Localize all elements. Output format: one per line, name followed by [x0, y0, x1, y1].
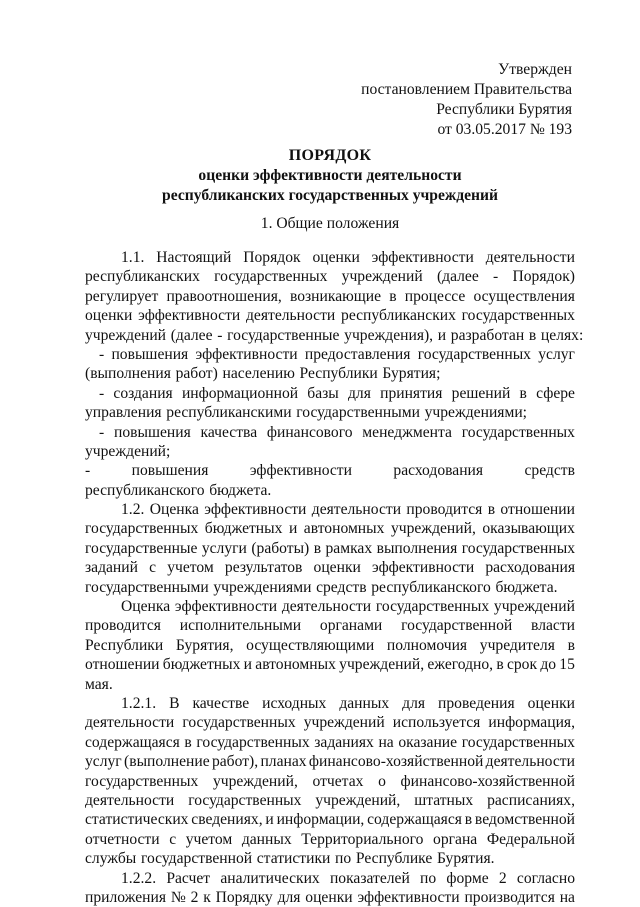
text-line: государственными учреждениями средств республиканского бюджета.: [85, 578, 558, 596]
text-line: содержащаяся в государственных заданиях на оказание государственных: [85, 733, 575, 751]
text-line: отношении бюджетных и автономных учреждений, ежегодно, в срок до 15: [85, 656, 575, 674]
text-line: - создания информационной базы для принятия решений в сфере: [99, 384, 575, 402]
text-line: (выполнения работ) населению Республики Бурятия;: [85, 365, 441, 383]
section-heading: 1. Общие положения: [260, 215, 400, 232]
text-line: учреждений;: [85, 442, 171, 460]
document-body: [85, 248, 584, 907]
approval-stamp: [312, 60, 572, 140]
text-line: 1.2. Оценка эффективности деятельности проводится в отношении: [121, 501, 575, 519]
approval-date-line: от 03.05.2017 № 193: [437, 121, 572, 138]
text-line: регулирует правоотношения, возникающие в процессе осуществления: [85, 287, 575, 305]
text-line: службы государственной статистики по Республике Бурятия.: [85, 850, 495, 868]
text-line: проводится исполнительными органами государственной власти: [85, 617, 575, 635]
text-line: - повышения качества финансового менеджмента государственных: [99, 423, 575, 441]
text-line: Республики Бурятия, осуществляющими полномочия учредителя в: [85, 636, 575, 654]
text-line: 1.1. Настоящий Порядок оценки эффективности деятельности: [121, 249, 575, 266]
approval-line: постановлением Правительства: [361, 81, 572, 98]
text-line: государственных бюджетных и автономных учреждений, оказывающих: [85, 520, 575, 538]
document-title: [85, 146, 575, 206]
text-line: услуг (выполнение работ), планах финансово-хозяйственной деятельности: [85, 753, 575, 771]
text-line: республиканских государственных учреждений (далее - Порядок): [85, 268, 575, 286]
text-line: отчетности с учетом данных Территориального органа Федеральной: [85, 830, 575, 848]
text-line: заданий с учетом результатов оценки эффективности расходования: [85, 559, 575, 577]
text-line: деятельности государственных учреждений, штатных расписаниях,: [85, 791, 575, 809]
text-line: - повышения эффективности предоставления государственных услуг: [99, 345, 575, 363]
title-subtitle-2: республиканских государственных учреждений: [162, 187, 498, 204]
text-line: - повышения эффективности расходования средств: [85, 462, 575, 480]
text-line: государственных учреждений, отчетах о финансово-хозяйственной: [85, 772, 575, 790]
text-line: приложения № 2 к Порядку для оценки эффективности производится на: [85, 888, 575, 906]
text-line: республиканского бюджета.: [85, 481, 272, 499]
text-line: статистических сведениях, и информации, содержащаяся в ведомственной: [85, 811, 575, 829]
text-line: деятельности государственных учреждений используется информация,: [85, 714, 575, 732]
title-subtitle-1: оценки эффективности деятельности: [198, 167, 462, 184]
text-line: учреждений (далее - государственные учреждения), и разработан в целях:: [85, 326, 584, 344]
text-line: мая.: [85, 675, 113, 693]
text-line: управления республиканскими государственными учреждениями;: [85, 404, 528, 422]
text-line: Оценка эффективности деятельности государственных учреждений: [121, 598, 575, 616]
text-line: 1.2.2. Расчет аналитических показателей по форме 2 согласно: [121, 869, 575, 887]
title-main: ПОРЯДОК: [288, 147, 372, 164]
approval-line: Утвержден: [498, 61, 572, 78]
text-line: оценки эффективности деятельности республиканских государственных: [85, 307, 575, 325]
text-line: 1.2.1. В качестве исходных данных для проведения оценки: [121, 694, 575, 712]
approval-line: Республики Бурятия: [436, 101, 572, 118]
text-line: государственные услуги (работы) в рамках выполнения государственных: [85, 539, 575, 557]
